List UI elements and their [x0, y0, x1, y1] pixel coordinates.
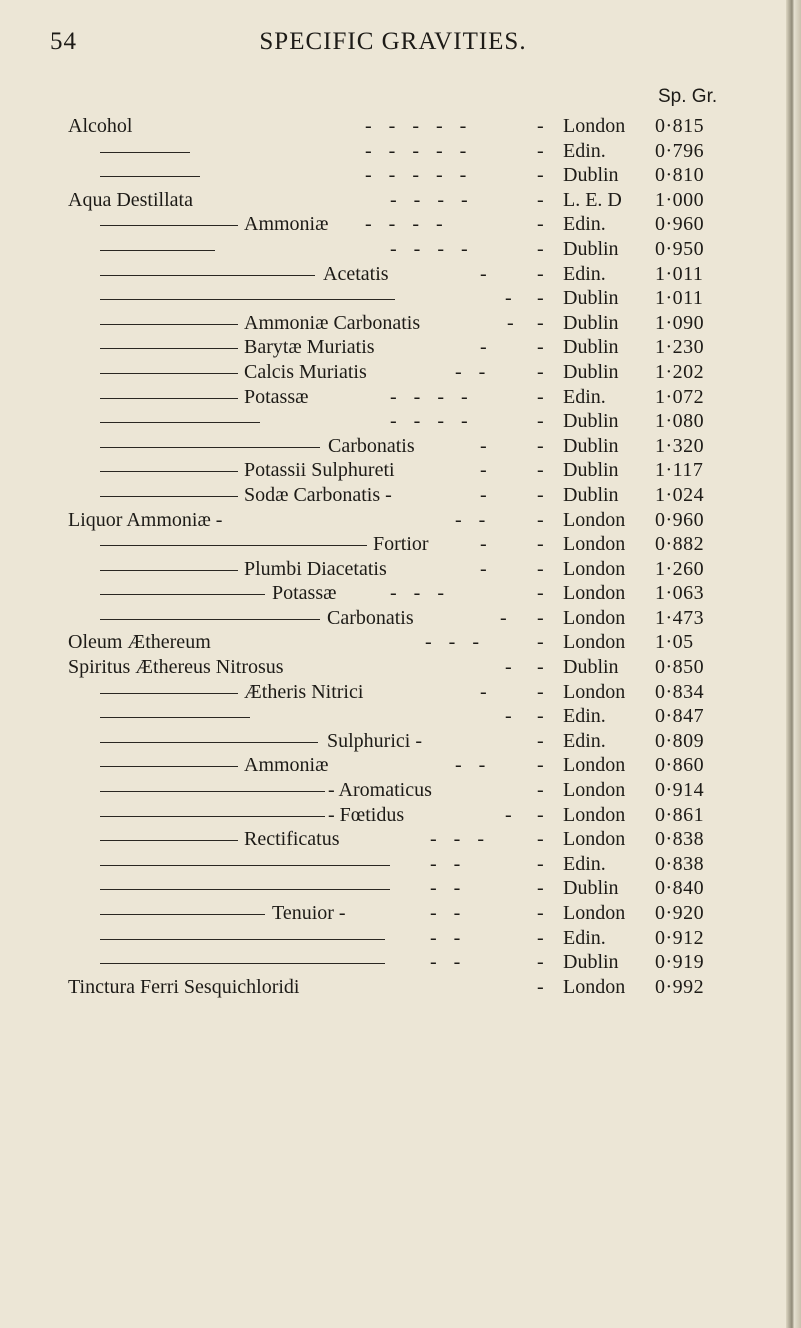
specific-gravity-value: 1·473: [655, 606, 705, 629]
specific-gravity-value: 0·882: [655, 533, 705, 556]
table-row: [0, 114, 786, 139]
pharmacopoeia-location: Dublin: [563, 459, 619, 482]
preparation-name: Aqua Destillata: [68, 188, 193, 211]
pharmacopoeia-location: London: [563, 508, 626, 531]
ditto-rule: [100, 496, 238, 497]
leader-dashes: - - - -: [365, 213, 443, 236]
preparation-name: Carbonatis: [327, 606, 414, 629]
leader-dash: -: [537, 606, 544, 629]
preparation-name: Sodæ Carbonatis -: [244, 483, 392, 506]
leader-dashes: - - -: [430, 828, 484, 851]
table-row: [0, 237, 786, 262]
table-row: [0, 262, 786, 287]
pharmacopoeia-location: Edin.: [563, 385, 606, 408]
table-row: [0, 827, 786, 852]
specific-gravity-value: 0·914: [655, 779, 705, 802]
ditto-rule: [100, 225, 238, 226]
preparation-name: Acetatis: [323, 262, 389, 285]
table-row: [0, 803, 786, 828]
table-row: [0, 876, 786, 901]
pharmacopoeia-location: London: [563, 975, 626, 998]
table-row: [0, 532, 786, 557]
pharmacopoeia-location: London: [563, 779, 626, 802]
specific-gravity-value: 0·847: [655, 705, 705, 728]
page-edge: [786, 0, 801, 1328]
pharmacopoeia-location: L. E. D: [563, 188, 622, 211]
specific-gravity-value: 0·850: [655, 656, 705, 679]
table-row: [0, 188, 786, 213]
leader-dash: -: [537, 557, 544, 580]
ditto-rule: [100, 275, 315, 276]
specific-gravity-value: 0·840: [655, 877, 705, 900]
pharmacopoeia-location: Dublin: [563, 287, 619, 310]
specific-gravity-value: 0·815: [655, 115, 705, 137]
leader-dashes: - - - - -: [365, 164, 467, 187]
specific-gravity-value: 1·260: [655, 557, 705, 580]
specific-gravity-value: 0·838: [655, 852, 705, 875]
specific-gravity-value: 0·809: [655, 729, 705, 752]
leader-dash: -: [537, 508, 544, 531]
preparation-name: Oleum Æthereum: [68, 631, 211, 654]
ditto-rule: [100, 914, 265, 915]
leader-dash: -: [537, 852, 544, 875]
leader-dashes: -: [480, 680, 487, 703]
table-row: [0, 630, 786, 655]
table-row: [0, 286, 786, 311]
preparation-name: Liquor Ammoniæ -: [68, 508, 223, 531]
specific-gravity-value: 0·912: [655, 926, 705, 949]
leader-dashes: - - - -: [390, 237, 468, 260]
pharmacopoeia-location: London: [563, 803, 626, 826]
pharmacopoeia-location: Dublin: [563, 164, 619, 187]
leader-dashes: - - - -: [390, 188, 468, 211]
leader-dash: -: [537, 360, 544, 383]
table-row: [0, 409, 786, 434]
preparation-name: Fortior: [373, 533, 429, 556]
ditto-rule: [100, 766, 238, 767]
leader-dashes: -: [480, 262, 487, 285]
table-row: [0, 311, 786, 336]
leader-dash: -: [537, 828, 544, 851]
table-row: [0, 434, 786, 459]
leader-dashes: -: [505, 656, 512, 679]
leader-dash: -: [537, 951, 544, 974]
pharmacopoeia-location: Edin.: [563, 139, 606, 162]
leader-dash: -: [537, 164, 544, 187]
specific-gravities-table: [0, 114, 786, 999]
specific-gravity-value: 1·230: [655, 336, 705, 359]
ditto-rule: [100, 889, 390, 890]
leader-dashes: -: [480, 459, 487, 482]
preparation-name: Ammoniæ: [244, 213, 329, 236]
pharmacopoeia-location: Edin.: [563, 852, 606, 875]
specific-gravity-value: 1·320: [655, 434, 705, 457]
table-row: [0, 139, 786, 164]
leader-dashes: - - -: [425, 631, 479, 654]
leader-dashes: - -: [430, 852, 461, 875]
preparation-name: Calcis Muriatis: [244, 360, 367, 383]
ditto-rule: [100, 299, 395, 300]
leader-dash: -: [537, 926, 544, 949]
specific-gravity-value: 0·861: [655, 803, 705, 826]
table-row: [0, 950, 786, 975]
leader-dashes: -: [480, 533, 487, 556]
pharmacopoeia-location: London: [563, 115, 626, 137]
specific-gravity-value: 0·834: [655, 680, 705, 703]
ditto-rule: [100, 619, 320, 620]
leader-dash: -: [537, 237, 544, 260]
leader-dashes: - - - - -: [365, 115, 467, 137]
leader-dashes: - - - -: [390, 410, 468, 433]
table-row: [0, 704, 786, 729]
preparation-name: Potassii Sulphureti: [244, 459, 395, 482]
pharmacopoeia-location: London: [563, 902, 626, 924]
leader-dash: -: [537, 385, 544, 408]
ditto-rule: [100, 422, 260, 423]
pharmacopoeia-location: Dublin: [563, 656, 619, 679]
preparation-name: Ammoniæ: [244, 754, 329, 777]
table-row: [0, 753, 786, 778]
leader-dash: -: [537, 188, 544, 211]
leader-dashes: - - - -: [390, 385, 468, 408]
leader-dashes: - -: [430, 902, 461, 924]
pharmacopoeia-location: Dublin: [563, 877, 619, 900]
pharmacopoeia-location: Dublin: [563, 483, 619, 506]
leader-dash: -: [537, 139, 544, 162]
ditto-rule: [100, 594, 265, 595]
specific-gravity-value: 1·011: [655, 287, 704, 310]
ditto-rule: [100, 963, 385, 964]
leader-dashes: - - -: [390, 582, 444, 605]
leader-dash: -: [537, 483, 544, 506]
pharmacopoeia-location: London: [563, 582, 626, 605]
specific-gravity-value: 0·919: [655, 951, 705, 974]
ditto-rule: [100, 348, 238, 349]
pharmacopoeia-location: Edin.: [563, 705, 606, 728]
leader-dash: -: [537, 336, 544, 359]
ditto-rule: [100, 324, 238, 325]
table-row: [0, 385, 786, 410]
preparation-name: Barytæ Muriatis: [244, 336, 375, 359]
ditto-rule: [100, 176, 200, 177]
page-header: [0, 28, 786, 58]
table-row: [0, 360, 786, 385]
pharmacopoeia-location: Dublin: [563, 434, 619, 457]
specific-gravity-value: 1·05: [655, 631, 694, 654]
specific-gravity-value: 0·838: [655, 828, 705, 851]
table-row: [0, 508, 786, 533]
pharmacopoeia-location: London: [563, 828, 626, 851]
pharmacopoeia-location: Dublin: [563, 336, 619, 359]
specific-gravity-value: 1·072: [655, 385, 705, 408]
leader-dashes: - -: [430, 926, 461, 949]
preparation-name: Sulphurici -: [327, 729, 422, 752]
pharmacopoeia-location: London: [563, 557, 626, 580]
leader-dashes: - -: [455, 508, 486, 531]
specific-gravity-value: 1·024: [655, 483, 705, 506]
leader-dash: -: [537, 631, 544, 654]
pharmacopoeia-location: London: [563, 754, 626, 777]
leader-dash: -: [537, 754, 544, 777]
table-row: [0, 852, 786, 877]
specific-gravity-value: 1·117: [655, 459, 704, 482]
leader-dash: -: [537, 877, 544, 900]
specific-gravity-value: 1·090: [655, 311, 705, 334]
ditto-rule: [100, 570, 238, 571]
preparation-name: Plumbi Diacetatis: [244, 557, 387, 580]
leader-dash: -: [537, 975, 544, 998]
ditto-rule: [100, 545, 367, 546]
leader-dash: -: [537, 262, 544, 285]
leader-dash: -: [537, 656, 544, 679]
leader-dash: -: [537, 902, 544, 924]
leader-dash: -: [537, 410, 544, 433]
specific-gravity-value: 1·000: [655, 188, 705, 211]
page-number: 54: [50, 28, 77, 55]
leader-dashes: -: [505, 705, 512, 728]
specific-gravity-value: 1·063: [655, 582, 705, 605]
leader-dashes: - -: [455, 754, 486, 777]
pharmacopoeia-location: Edin.: [563, 213, 606, 236]
table-row: [0, 655, 786, 680]
specific-gravity-value: 1·011: [655, 262, 704, 285]
pharmacopoeia-location: Dublin: [563, 237, 619, 260]
specific-gravity-value: 0·960: [655, 508, 705, 531]
leader-dash: -: [537, 115, 544, 137]
running-title: SPECIFIC GRAVITIES.: [259, 28, 527, 55]
pharmacopoeia-location: London: [563, 606, 626, 629]
table-row: [0, 557, 786, 582]
pharmacopoeia-location: London: [563, 680, 626, 703]
ditto-rule: [100, 816, 325, 817]
leader-dashes: - - - - -: [365, 139, 467, 162]
pharmacopoeia-location: London: [563, 533, 626, 556]
leader-dash: -: [537, 533, 544, 556]
leader-dash: -: [537, 287, 544, 310]
table-row: [0, 335, 786, 360]
preparation-name: - Aromaticus: [328, 779, 432, 802]
ditto-rule: [100, 939, 385, 940]
preparation-name: Tinctura Ferri Sesquichloridi: [68, 975, 300, 998]
specific-gravity-value: 0·950: [655, 237, 705, 260]
table-row: [0, 581, 786, 606]
preparation-name: Alcohol: [68, 115, 133, 137]
leader-dashes: -: [480, 483, 487, 506]
leader-dash: -: [537, 582, 544, 605]
pharmacopoeia-location: London: [563, 631, 626, 654]
ditto-rule: [100, 471, 238, 472]
specific-gravity-value: 0·920: [655, 902, 705, 924]
table-row: [0, 778, 786, 803]
pharmacopoeia-location: Dublin: [563, 311, 619, 334]
specific-gravity-value: 1·202: [655, 360, 705, 383]
pharmacopoeia-location: Dublin: [563, 410, 619, 433]
leader-dashes: - -: [430, 877, 461, 900]
leader-dash: -: [537, 779, 544, 802]
leader-dashes: -: [505, 803, 512, 826]
leader-dashes: -: [480, 434, 487, 457]
table-row: [0, 212, 786, 237]
ditto-rule: [100, 398, 238, 399]
preparation-name: Potassæ: [272, 582, 337, 605]
table-row: [0, 926, 786, 951]
table-row: [0, 680, 786, 705]
specific-gravity-column-header: Sp. Gr.: [658, 86, 718, 107]
ditto-rule: [100, 693, 238, 694]
preparation-name: Potassæ: [244, 385, 309, 408]
leader-dashes: -: [480, 336, 487, 359]
preparation-name: Carbonatis: [328, 434, 415, 457]
table-row: [0, 975, 786, 1000]
ditto-rule: [100, 791, 325, 792]
leader-dashes: - -: [455, 360, 486, 383]
specific-gravity-value: 1·080: [655, 410, 705, 433]
pharmacopoeia-location: Edin.: [563, 262, 606, 285]
ditto-rule: [100, 717, 250, 718]
leader-dash: -: [537, 803, 544, 826]
leader-dashes: -: [500, 606, 507, 629]
preparation-name: Spiritus Æthereus Nitrosus: [68, 656, 284, 679]
table-row: [0, 901, 786, 926]
leader-dash: -: [537, 434, 544, 457]
pharmacopoeia-location: Edin.: [563, 926, 606, 949]
leader-dash: -: [537, 729, 544, 752]
preparation-name: Rectificatus: [244, 828, 340, 851]
specific-gravity-value: 0·796: [655, 139, 705, 162]
leader-dash: -: [537, 311, 544, 334]
ditto-rule: [100, 447, 320, 448]
ditto-rule: [100, 865, 390, 866]
preparation-name: - Fœtidus: [328, 803, 405, 826]
ditto-rule: [100, 373, 238, 374]
leader-dashes: -: [507, 311, 514, 334]
leader-dash: -: [537, 705, 544, 728]
ditto-rule: [100, 742, 318, 743]
preparation-name: Tenuior -: [272, 902, 346, 924]
table-row: [0, 729, 786, 754]
leader-dash: -: [537, 680, 544, 703]
leader-dashes: -: [480, 557, 487, 580]
ditto-rule: [100, 840, 238, 841]
specific-gravity-value: 0·860: [655, 754, 705, 777]
preparation-name: Ætheris Nitrici: [244, 680, 364, 703]
preparation-name: Ammoniæ Carbonatis: [244, 311, 421, 334]
table-row: [0, 458, 786, 483]
leader-dash: -: [537, 213, 544, 236]
ditto-rule: [100, 152, 190, 153]
table-row: [0, 163, 786, 188]
table-row: [0, 606, 786, 631]
leader-dashes: - -: [430, 951, 461, 974]
pharmacopoeia-location: Dublin: [563, 360, 619, 383]
table-row: [0, 483, 786, 508]
ditto-rule: [100, 250, 215, 251]
leader-dash: -: [537, 459, 544, 482]
specific-gravity-value: 0·992: [655, 975, 705, 998]
specific-gravity-value: 0·810: [655, 164, 705, 187]
pharmacopoeia-location: Dublin: [563, 951, 619, 974]
specific-gravity-value: 0·960: [655, 213, 705, 236]
leader-dashes: -: [505, 287, 512, 310]
pharmacopoeia-location: Edin.: [563, 729, 606, 752]
